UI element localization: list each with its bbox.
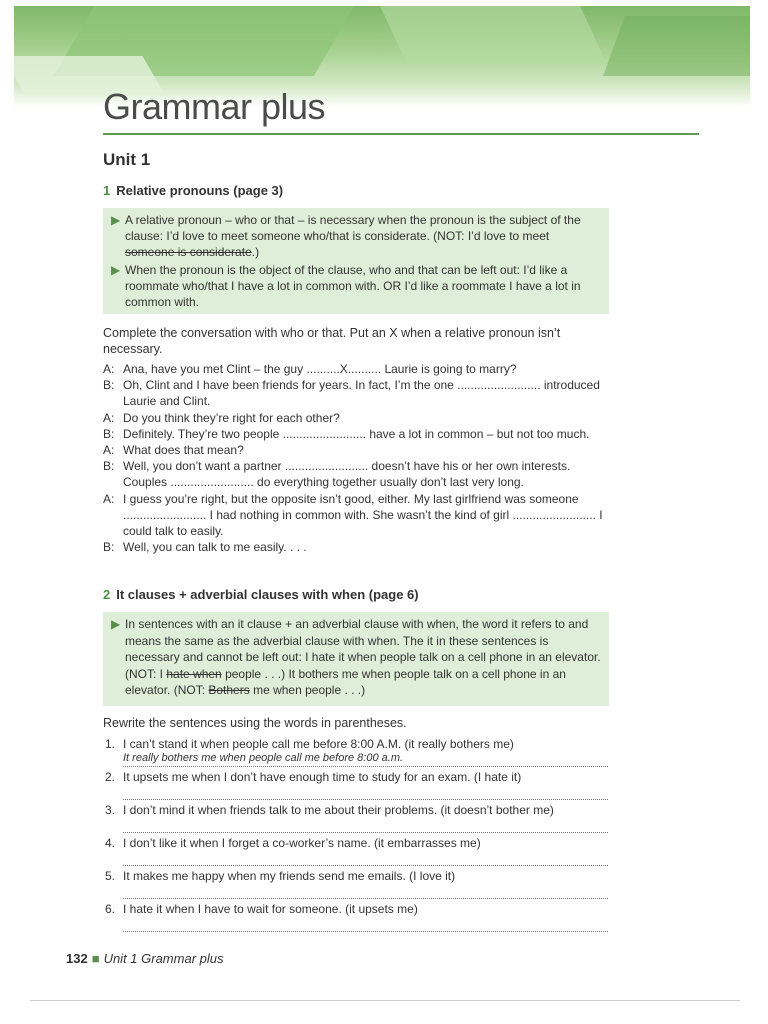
dialogue-line: B: Well, you can talk to me easily. . . . (103, 540, 307, 555)
section-1-number: 1 (103, 183, 111, 198)
exercise-list (103, 737, 608, 935)
section-2-instruction: Rewrite the sentences using the words in parentheses. (103, 716, 407, 730)
section-2-number: 2 (103, 587, 111, 602)
dialogue-line: A: Do you think they’re right for each other? (103, 410, 340, 425)
section-1-title: Relative pronouns (page 3) (116, 183, 284, 198)
exercise-item: 2. It upsets me when I don’t have enough time to study for an exam. (I hate it) (103, 770, 608, 803)
rule-2: ▶ When the pronoun is the object of the clause, who and that can be left out: I’d like a roommate who/that I have a lot in common with. OR I’d like a roommate I have a lot in common with. (111, 263, 581, 309)
dialogue-line: A: What does that mean? (103, 443, 244, 458)
section-1-instruction: Complete the conversation with who or that. Put an X when a relative pronoun isn’t necessary. (103, 326, 561, 356)
arrow-icon: ▶ (111, 617, 121, 631)
rule-3: ▶ In sentences with an it clause + an adverbial clause with when, the word it refers to and means the same as the adverbial clause with when. The it in these sentences is necessary and cannot be left out: I hate it when people talk on a cell phone in an elevator. (NOT: I hate when people . . .) It bothers me when people talk on a cell phone in an elevator. (NOT: Bothers me when people . . .) (111, 617, 601, 697)
answer-line[interactable] (123, 917, 608, 932)
dialogue-line: A: Ana, have you met Clint – the guy ..........X.......... Laurie is going to marry? (103, 362, 517, 376)
answer-line[interactable]: It really bothers me when people call me before 8:00 a.m. (123, 752, 608, 767)
page-footer (66, 951, 223, 966)
section-1-heading (103, 183, 283, 198)
exercise-item: 6. I hate it when I have to wait for someone. (it upsets me) (103, 902, 608, 935)
section-2-heading (103, 587, 419, 602)
arrow-icon: ▶ (111, 213, 121, 227)
section-2-rule-box (103, 612, 609, 706)
section-1-rule-box (103, 208, 609, 314)
section-2-title: It clauses + adverbial clauses with when (page 6) (116, 587, 419, 602)
bottom-divider (30, 1000, 740, 1001)
exercise-item: 1. I can’t stand it when people call me before 8:00 A.M. (it really bothers me) It really bothers me when people call me before 8:00 a.m. (103, 737, 608, 770)
square-bullet-icon: ■ (91, 951, 100, 966)
answer-line[interactable] (123, 851, 608, 866)
answer-line[interactable] (123, 785, 608, 800)
answer-line[interactable] (123, 884, 608, 899)
dialogue-line: A: I guess you’re right, but the opposite isn’t good, either. My last girlfriend was someone ......................... I had nothing in common with. She wasn’t the kind of girl ......................... I could talk to easily. (103, 491, 603, 539)
footer-text: Unit 1 Grammar plus (103, 951, 224, 966)
exercise-item: 4. I don’t like it when I forget a co-worker’s name. (it embarrasses me) (103, 836, 608, 869)
rule-1: ▶ A relative pronoun – who or that – is necessary when the pronoun is the subject of the clause: I’d love to meet someone who/that is considerate. (NOT: I’d love to meet someone is considerate.) (111, 213, 581, 259)
dialogue-line: B: Well, you don’t want a partner ......................... doesn’t have his or her own interests. Couples ......................... do everything together usually don’t last very long. (103, 459, 571, 490)
page-number: 132 (66, 951, 88, 966)
dialogue-line: B: Definitely. They’re two people ......................... have a lot in common – but not too much. (103, 426, 590, 441)
dialogue-line: B: Oh, Clint and I have been friends for years. In fact, I’m the one ......................... introduced Laurie and Clint. (103, 378, 600, 409)
title-divider (103, 133, 699, 135)
arrow-icon: ▶ (111, 263, 121, 277)
answer-line[interactable] (123, 818, 608, 833)
exercise-item: 5. It makes me happy when my friends send me emails. (I love it) (103, 869, 608, 902)
exercise-item: 3. I don’t mind it when friends talk to me about their problems. (it doesn’t bother me) (103, 803, 608, 836)
page-title: Grammar plus (103, 86, 326, 127)
unit-heading: Unit 1 (103, 150, 151, 169)
conversation (103, 361, 613, 555)
